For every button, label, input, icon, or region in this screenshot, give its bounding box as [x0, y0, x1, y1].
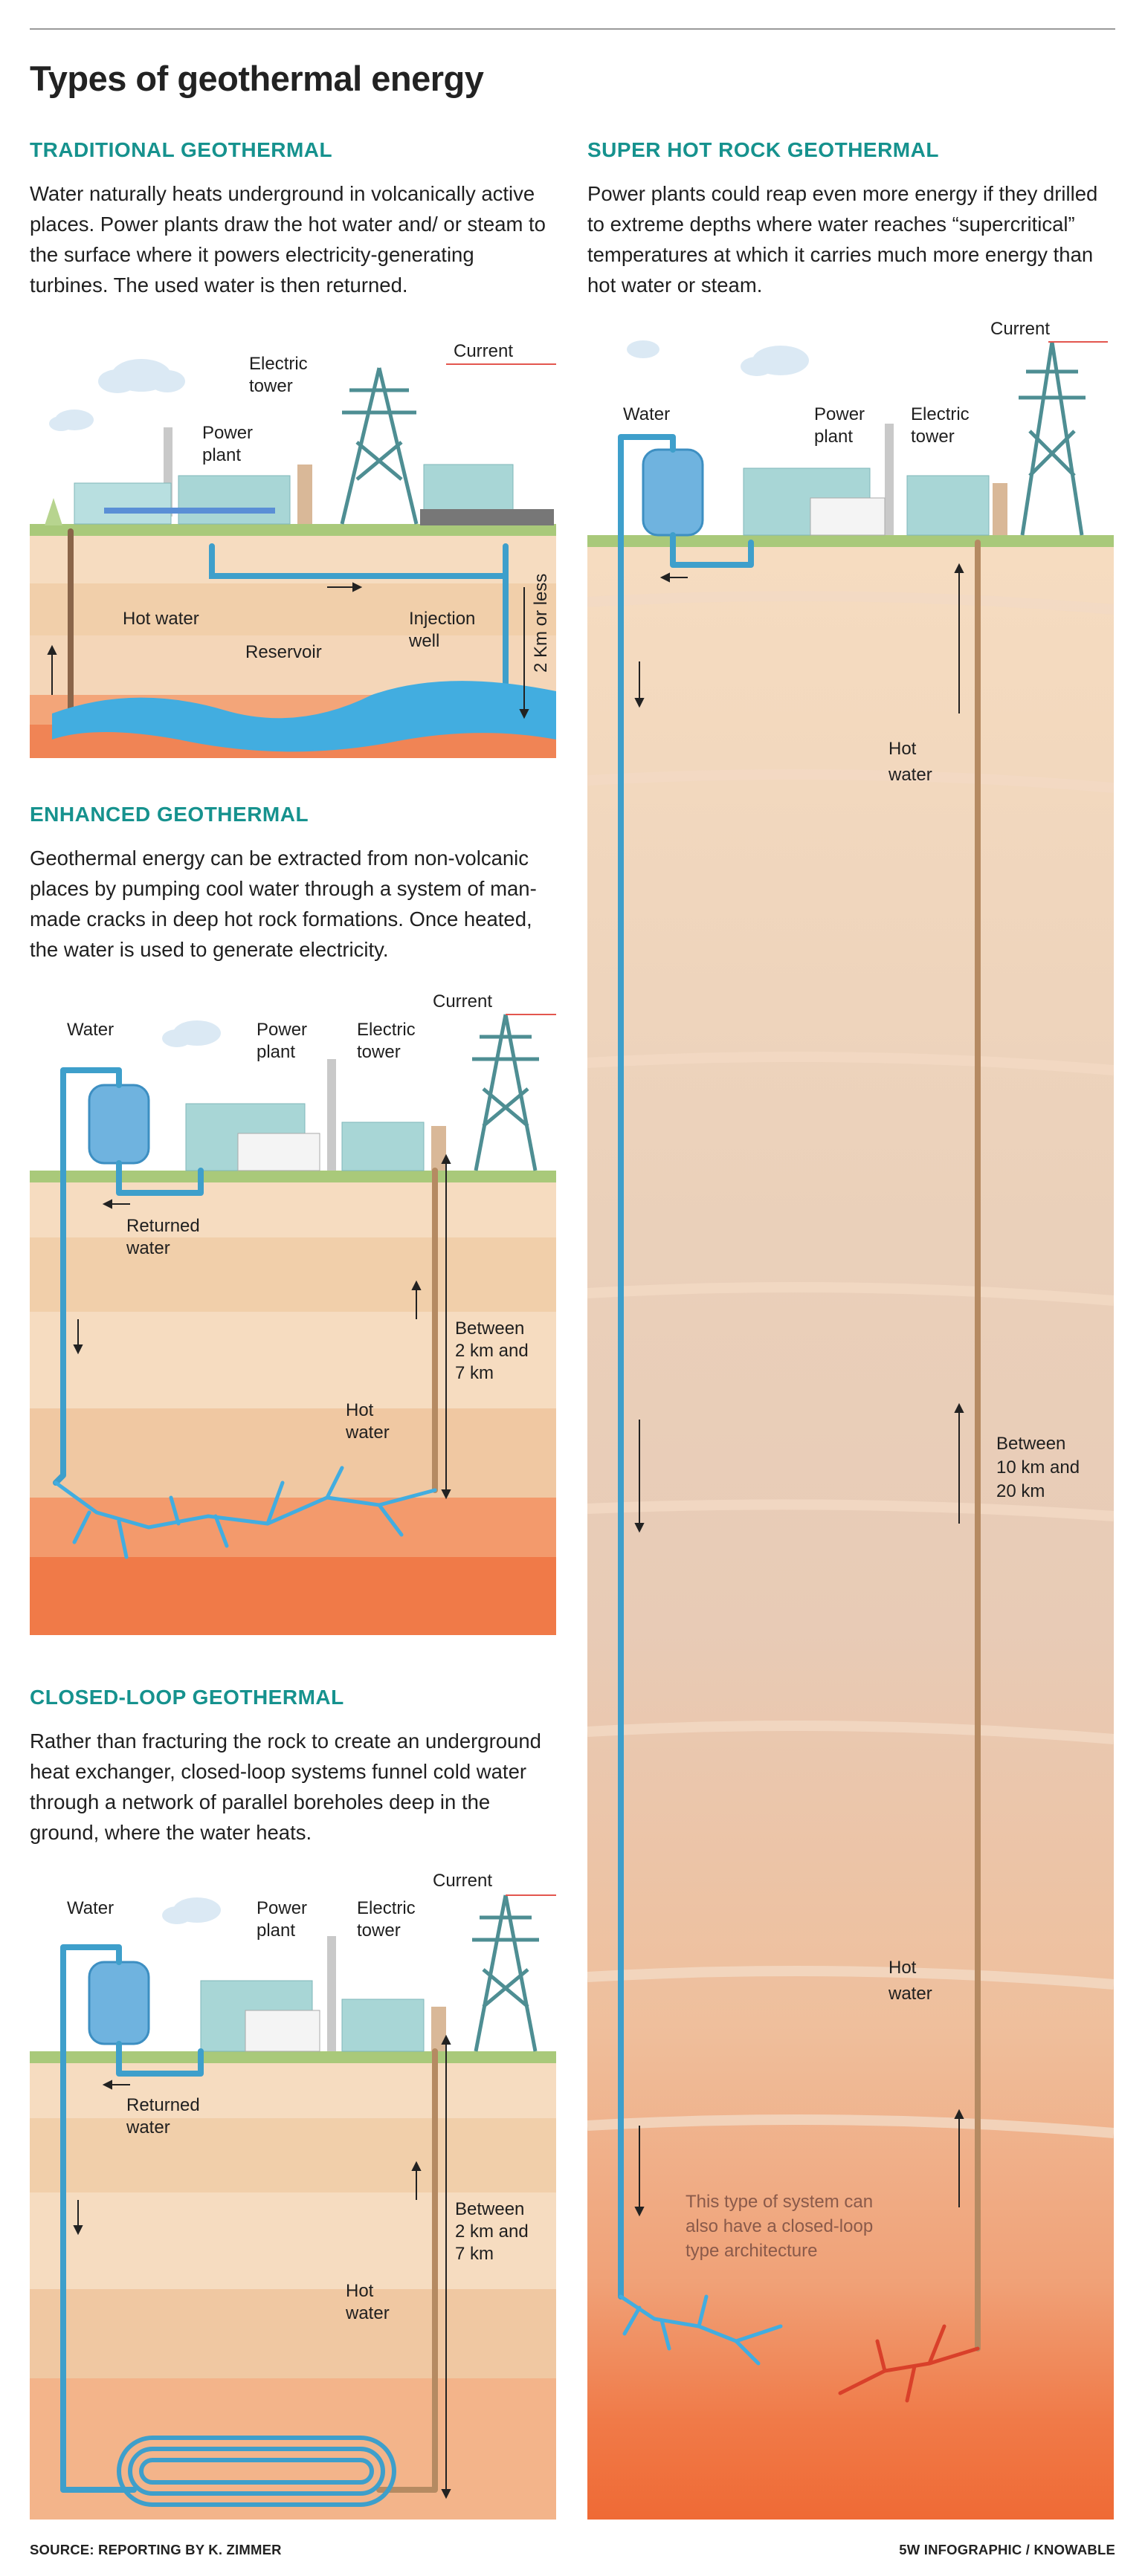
- svg-text:water: water: [888, 765, 932, 785]
- label-hot-water: Hot: [346, 2281, 374, 2301]
- svg-text:plant: plant: [257, 1042, 296, 1062]
- super-hot-heading: SUPER HOT ROCK GEOTHERMAL: [587, 138, 939, 161]
- closed-loop-text: Rather than fracturing the rock to create an underground heat exchanger, closed-loop systems funnel cold water through a network of parallel boreholes deep in the ground, where the water heats.: [30, 1729, 541, 1844]
- label-depth: Between: [455, 2199, 525, 2219]
- label-depth: Between: [996, 1434, 1066, 1454]
- page-title: Types of geothermal energy: [30, 59, 484, 98]
- label-closed-loop-note: This type of system can: [686, 2192, 874, 2212]
- water-tank-icon: [89, 1085, 149, 1163]
- label-current: Current: [454, 341, 514, 361]
- label-power-plant: Power: [202, 423, 254, 443]
- svg-text:2 km and: 2 km and: [455, 2221, 529, 2242]
- enhanced-heading: ENHANCED GEOTHERMAL: [30, 803, 309, 826]
- label-hot-water: Hot: [346, 1400, 374, 1420]
- svg-text:plant: plant: [257, 1920, 296, 1941]
- label-depth: Between: [455, 1318, 525, 1339]
- svg-text:water: water: [888, 1984, 932, 2004]
- traditional-text: Water naturally heats underground in volcanically active places. Power plants draw the hot water and/ or steam to the surface where it powers electricity-generating turbines. The used water is then returned.: [30, 182, 546, 297]
- enhanced-text: Geothermal energy can be extracted from non-volcanic places by pumping cool water through a system of man-made cracks in deep hot rock formations. Once heated, the water is used to generate electricity.: [30, 847, 537, 961]
- svg-text:plant: plant: [202, 445, 242, 465]
- svg-text:2 km and: 2 km and: [455, 1341, 529, 1361]
- closed-loop-diagram: [30, 1873, 556, 2520]
- svg-text:well: well: [409, 631, 440, 651]
- top-rule: [30, 28, 1115, 30]
- closed-loop-heading: CLOSED-LOOP GEOTHERMAL: [30, 1686, 344, 1709]
- super-hot-diagram: [587, 320, 1114, 2520]
- svg-text:water: water: [346, 2303, 390, 2323]
- water-tank-icon: [643, 450, 703, 535]
- svg-text:7 km: 7 km: [455, 1363, 494, 1383]
- svg-text:tower: tower: [357, 1042, 401, 1062]
- svg-text:tower: tower: [357, 1920, 401, 1941]
- label-returned-water: Returned: [126, 2095, 200, 2115]
- label-power-plant: Power: [257, 1020, 308, 1040]
- label-water: Water: [67, 1898, 115, 1918]
- label-current: Current: [990, 320, 1051, 339]
- label-water: Water: [623, 404, 671, 424]
- label-electric-tower: Electric: [357, 1898, 416, 1918]
- svg-text:also have a closed-loop: also have a closed-loop: [686, 2216, 874, 2236]
- label-electric-tower: Electric: [911, 404, 970, 424]
- label-current: Current: [433, 1873, 493, 1891]
- svg-text:10 km and: 10 km and: [996, 1457, 1080, 1478]
- svg-text:tower: tower: [911, 427, 955, 447]
- traditional-heading: TRADITIONAL GEOTHERMAL: [30, 138, 333, 161]
- super-hot-text: Power plants could reap even more energy if they drilled to extreme depths where water reaches “supercritical” temperatures at which it carries much more energy than hot water or steam.: [587, 182, 1098, 297]
- label-injection-well: Injection: [409, 609, 476, 629]
- svg-text:water: water: [126, 2117, 170, 2138]
- svg-text:plant: plant: [814, 427, 854, 447]
- traditional-diagram: [30, 338, 556, 758]
- label-electric-tower: Electric: [357, 1020, 416, 1040]
- enhanced-diagram: [30, 992, 556, 1635]
- label-hot-water-upper: Hot: [888, 739, 917, 759]
- source-credit: SOURCE: REPORTING BY K. ZIMMER: [30, 2542, 282, 2557]
- svg-text:water: water: [126, 1238, 170, 1258]
- label-power-plant: Power: [814, 404, 865, 424]
- label-returned-water: Returned: [126, 1216, 200, 1236]
- label-hot-water: Hot water: [123, 609, 199, 629]
- label-depth: 2 Km or less: [531, 573, 551, 673]
- publisher-credit: 5W INFOGRAPHIC / KNOWABLE: [899, 2542, 1115, 2557]
- label-reservoir: Reservoir: [245, 642, 322, 662]
- water-tank-icon: [89, 1962, 149, 2044]
- label-current: Current: [433, 992, 493, 1012]
- label-power-plant: Power: [257, 1898, 308, 1918]
- label-electric-tower: Electric: [249, 354, 308, 374]
- svg-text:7 km: 7 km: [455, 2244, 494, 2264]
- svg-text:water: water: [346, 1423, 390, 1443]
- label-hot-water-lower: Hot: [888, 1958, 917, 1978]
- label-water: Water: [67, 1020, 115, 1040]
- svg-text:type architecture: type architecture: [686, 2241, 818, 2261]
- svg-text:20 km: 20 km: [996, 1481, 1045, 1501]
- svg-text:tower: tower: [249, 376, 293, 396]
